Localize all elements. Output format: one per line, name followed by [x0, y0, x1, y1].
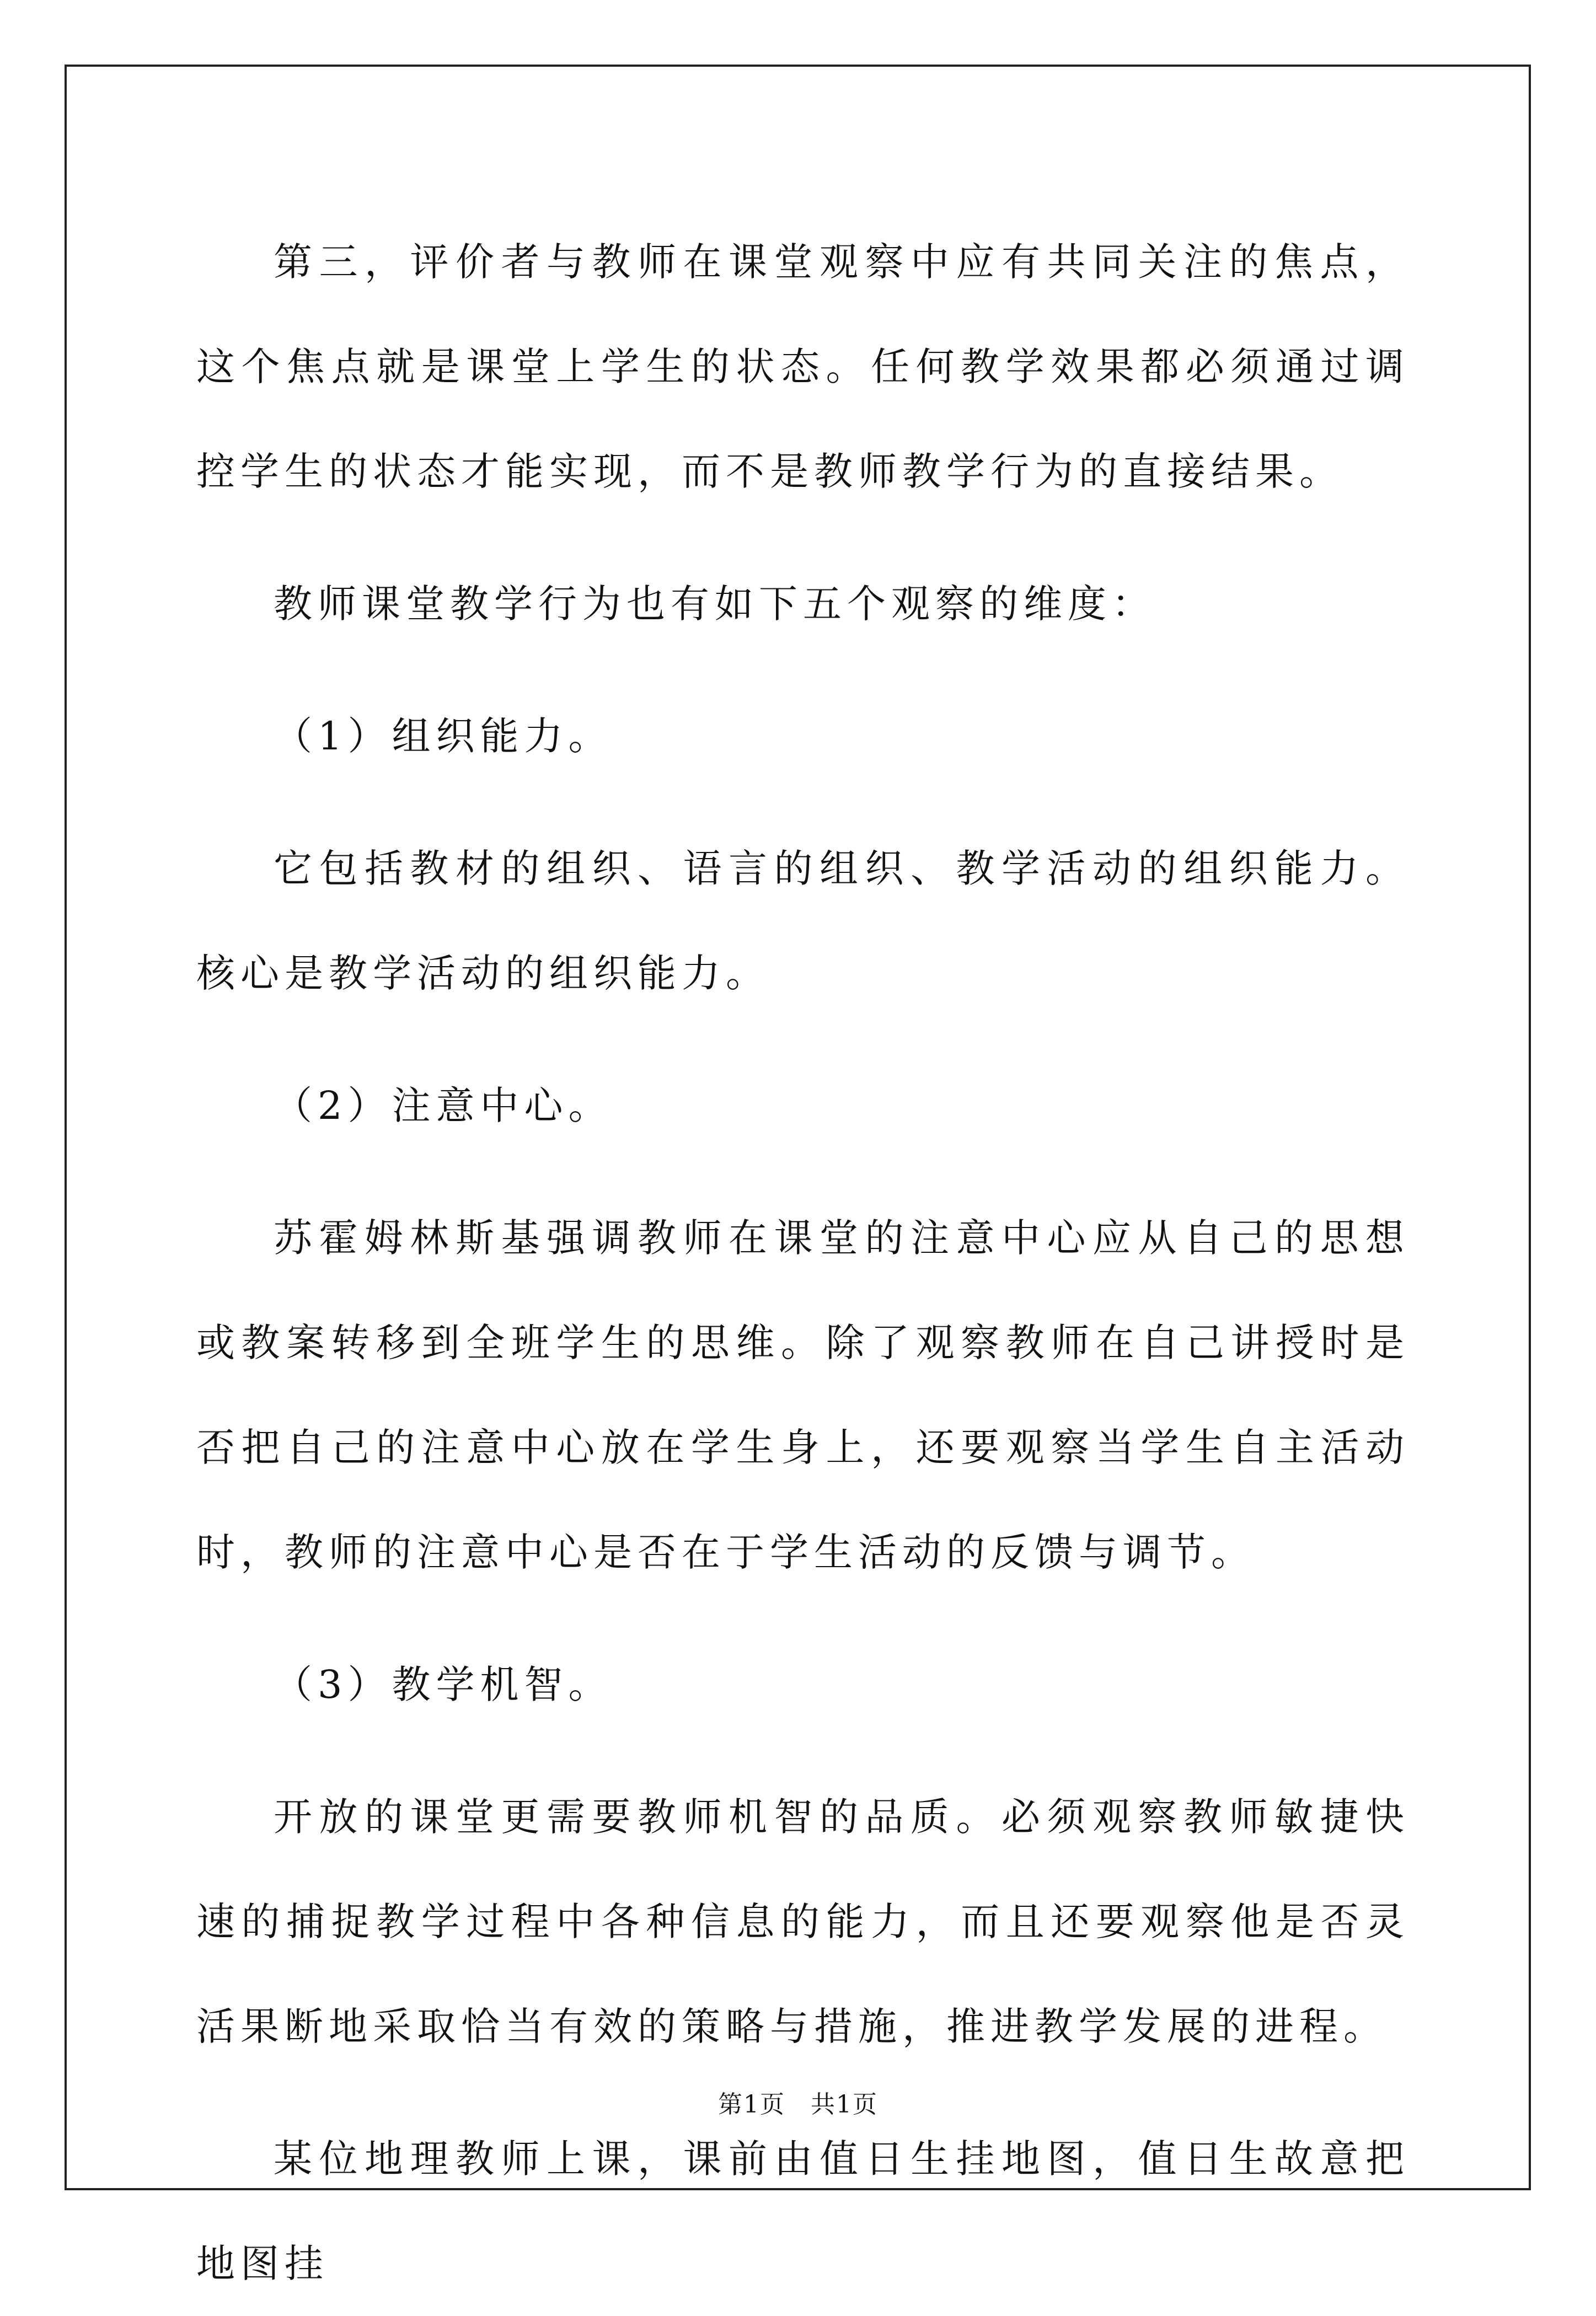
- paragraph: 开放的课堂更需要教师机智的品质。必须观察教师敏捷快速的捕捉教学过程中各种信息的能力，而且还要观察他是否灵活果断地采取恰当有效的策略与措施，推进教学发展的进程。: [196, 1794, 1410, 2049]
- section-heading: （1）组织能力。: [274, 714, 613, 759]
- section-heading: （3）教学机智。: [274, 1662, 613, 1707]
- paragraph: 它包括教材的组织、语言的组织、教学活动的组织能力。核心是教学活动的组织能力。: [196, 846, 1410, 996]
- document-body: [196, 210, 1410, 2316]
- paragraph: 教师课堂教学行为也有如下五个观察的维度：: [274, 581, 1156, 626]
- paragraph: 某位地理教师上课，课前由值日生挂地图，值日生故意把地图挂: [196, 2136, 1410, 2286]
- paragraph: 苏霍姆林斯基强调教师在课堂的注意中心应从自己的思想或教案转移到全班学生的思维。除了观察教师在自己讲授时是否把自己的注意中心放在学生身上，还要观察当学生自主活动时，教师的注意中心是否在于学生活动的反馈与调节。: [196, 1215, 1410, 1575]
- section-heading: （2）注意中心。: [274, 1083, 613, 1128]
- paragraph: 第三，评价者与教师在课堂观察中应有共同关注的焦点，这个焦点就是课堂上学生的状态。任何教学效果都必须通过调控学生的状态才能实现，而不是教师教学行为的直接结果。: [196, 239, 1410, 494]
- page-number: 第1页 共1页: [718, 2090, 878, 2119]
